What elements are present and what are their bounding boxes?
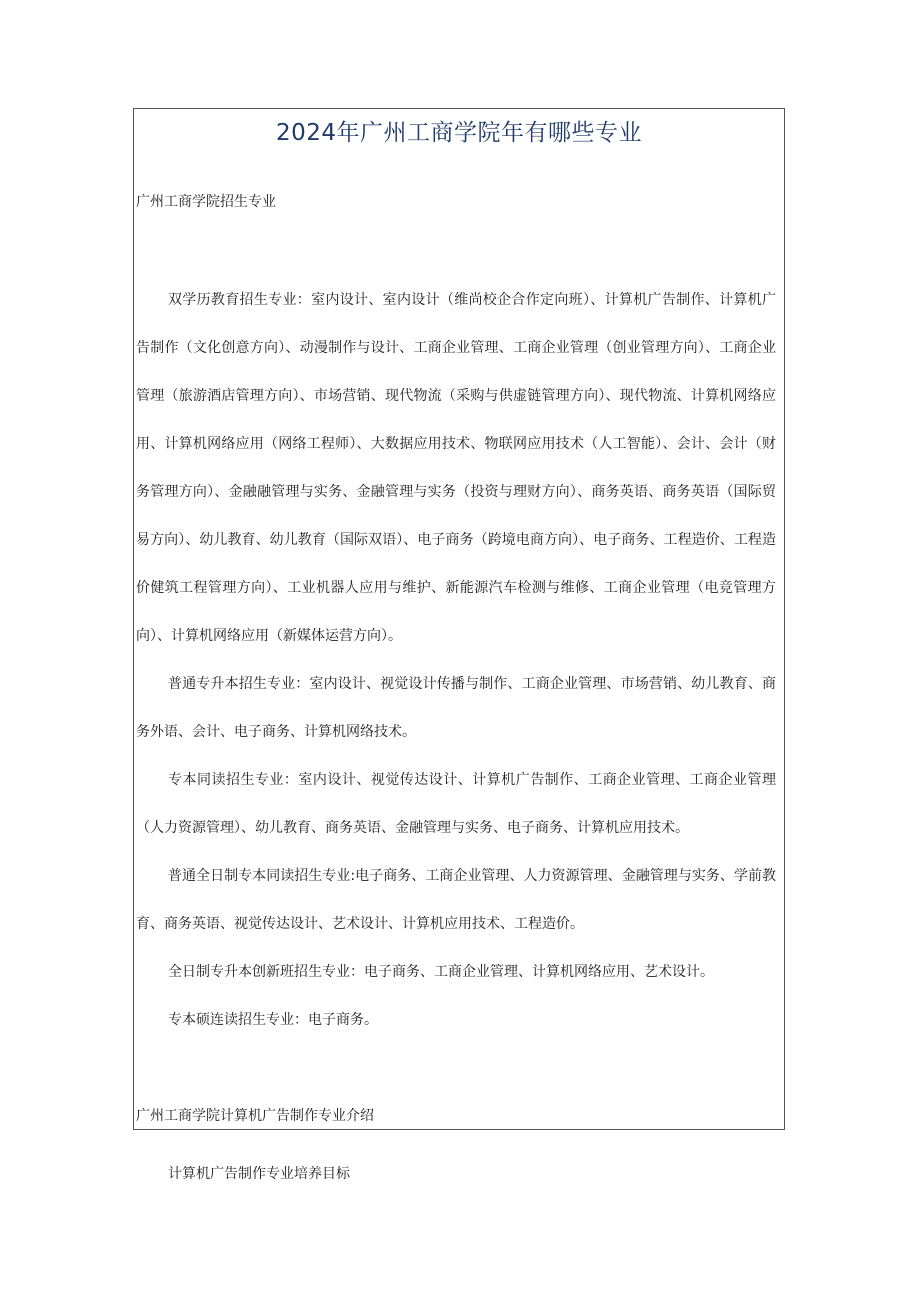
section-heading-major-intro: 广州工商学院计算机广告制作专业介绍 bbox=[136, 1108, 374, 1124]
paragraph-dual-degree: 双学历教育招生专业：室内设计、室内设计（维尚校企合作定向班）、计算机广告制作、计算机广告制作（文化创意方向）、动漫制作与设计、工商企业管理、工商企业管理（创业管理方向）、工商企业管理（旅游酒店管理方向）、市场营销、现代物流（采购与供虚链管理方向）、现代物流、计算机网络应用、计算机网络应用（网络工程师）、大数据应用技术、物联网应用技术（人工智能）、会计、会计（财务管理方向）、金融融管理与实务、金融管理与实务（投资与理财方向）、商务英语、商务英语（国际贸易方向）、幼儿教育、幼儿教育（国际双语）、电子商务（跨境电商方向）、电子商务、工程造价、工程造价健筑工程管理方向）、工业机器人应用与维护、新能源汽车检测与维修、工商企业管理（电竞管理方向）、计算机网络应用（新媒体运营方向）。 bbox=[136, 292, 776, 644]
paragraph-joint-study: 专本同读招生专业：室内设计、视觉传达设计、计算机广告制作、工商企业管理、工商企业管理（人力资源管理）、幼儿教育、商务英语、金融管理与实务、电子商务、计算机应用技术。 bbox=[136, 772, 776, 836]
paragraph-masters-track: 专本硕连读招生专业：电子商务。 bbox=[168, 1012, 378, 1028]
section-heading-admissions: 广州工商学院招生专业 bbox=[136, 194, 276, 210]
paragraph-innovation-class: 全日制专升本创新班招生专业：电子商务、工商企业管理、计算机网络应用、艺术设计。 bbox=[168, 964, 714, 980]
paragraph-upgrade: 普通专升本招生专业：室内设计、视觉设计传播与制作、工商企业管理、市场营销、幼儿教育、商务外语、会计、电子商务、计算机网络技术。 bbox=[136, 676, 776, 740]
document-title: 2024年广州工商学院年有哪些专业 bbox=[275, 120, 643, 146]
section-heading-training-goals: 计算机广告制作专业培养目标 bbox=[168, 1166, 350, 1182]
paragraph-fulltime-joint: 普通全日制专本同读招生专业:电子商务、工商企业管理、人力资源管理、金融管理与实务、学前教育、商务英语、视觉传达设计、艺术设计、计算机应用技术、工程造价。 bbox=[136, 868, 776, 932]
